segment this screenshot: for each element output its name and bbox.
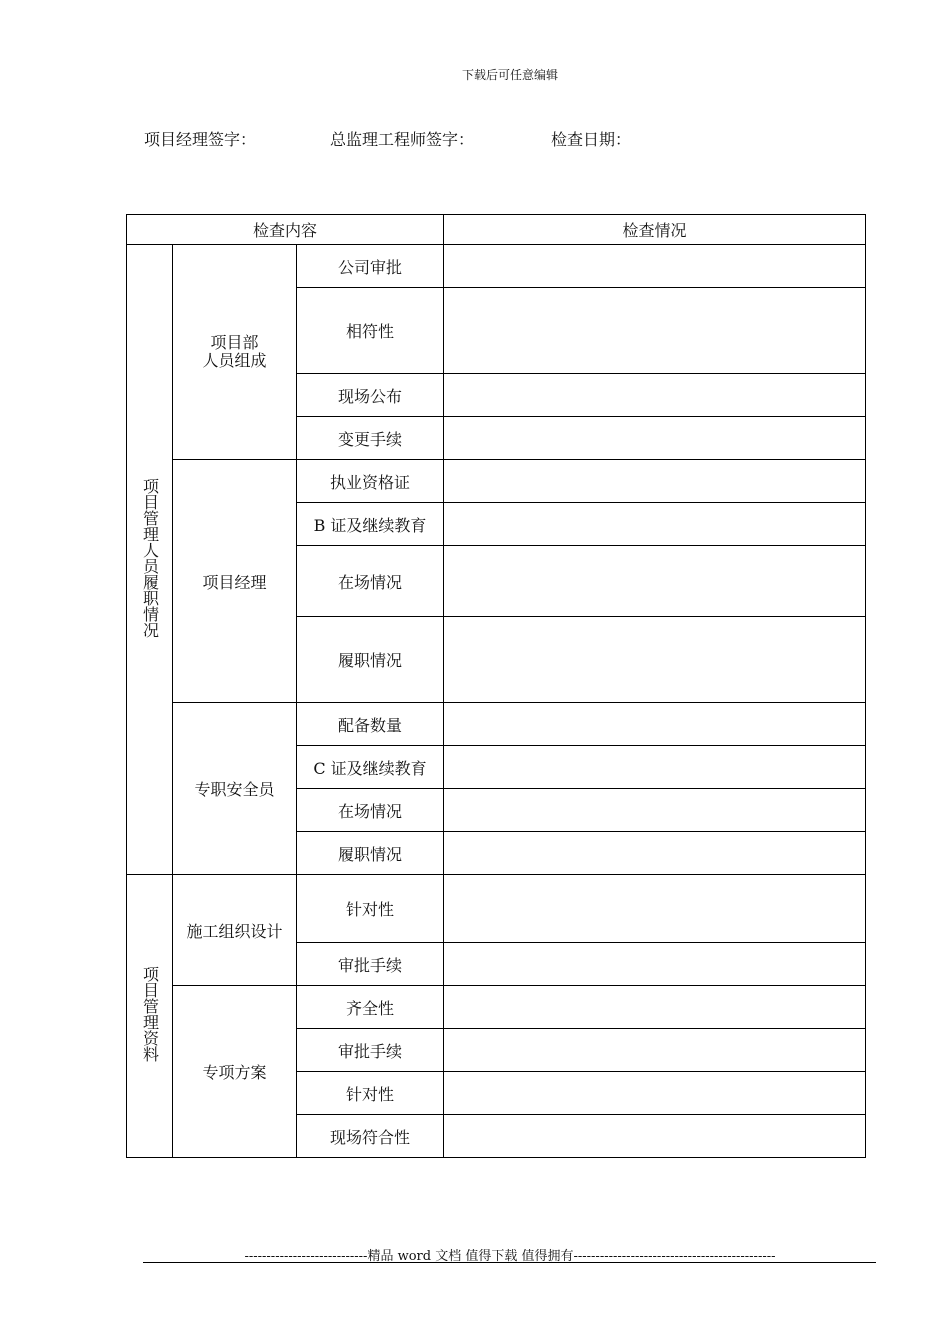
group-label-safety-officer: 专职安全员 bbox=[173, 703, 297, 875]
status-cell[interactable] bbox=[444, 986, 866, 1029]
group-label-project-manager: 项目经理 bbox=[173, 460, 297, 703]
footer-text: ----------------------------精品 word 文档 值得下载 值得拥有---------------------------------------------- bbox=[244, 1249, 776, 1264]
status-cell[interactable] bbox=[444, 789, 866, 832]
item-label: 履职情况 bbox=[297, 832, 444, 875]
item-label: 现场符合性 bbox=[297, 1115, 444, 1158]
check-date-label: 检查日期： bbox=[551, 130, 632, 149]
item-label: 公司审批 bbox=[297, 245, 444, 288]
status-cell[interactable] bbox=[444, 875, 866, 943]
item-label: C 证及继续教育 bbox=[297, 746, 444, 789]
item-label: 在场情况 bbox=[297, 789, 444, 832]
item-label: 履职情况 bbox=[297, 617, 444, 703]
status-cell[interactable] bbox=[444, 374, 866, 417]
footer-divider bbox=[143, 1262, 876, 1263]
item-label: 在场情况 bbox=[297, 546, 444, 617]
pm-signature-label: 项目经理签字： bbox=[144, 130, 257, 149]
table-row bbox=[127, 986, 866, 1029]
section-label-personnel: 项目管理人员履职情况 bbox=[127, 245, 173, 875]
item-label: 配备数量 bbox=[297, 703, 444, 746]
table-row bbox=[127, 245, 866, 288]
item-label: 相符性 bbox=[297, 288, 444, 374]
item-label: 现场公布 bbox=[297, 374, 444, 417]
item-label: 审批手续 bbox=[297, 1029, 444, 1072]
status-cell[interactable] bbox=[444, 503, 866, 546]
item-label: 审批手续 bbox=[297, 943, 444, 986]
status-cell[interactable] bbox=[444, 943, 866, 986]
column-header-status: 检查情况 bbox=[444, 215, 866, 245]
status-cell[interactable] bbox=[444, 417, 866, 460]
item-label: 针对性 bbox=[297, 1072, 444, 1115]
group-label-special-plan: 专项方案 bbox=[173, 986, 297, 1158]
status-cell[interactable] bbox=[444, 832, 866, 875]
table-row bbox=[127, 875, 866, 943]
table-row bbox=[127, 460, 866, 503]
table-row bbox=[127, 703, 866, 746]
status-cell[interactable] bbox=[444, 703, 866, 746]
group-label-dept-composition: 项目部 人员组成 bbox=[173, 245, 297, 460]
inspection-table bbox=[126, 214, 866, 1158]
item-label: B 证及继续教育 bbox=[297, 503, 444, 546]
status-cell[interactable] bbox=[444, 746, 866, 789]
table-header-row bbox=[127, 215, 866, 245]
status-cell[interactable] bbox=[444, 546, 866, 617]
column-header-content: 检查内容 bbox=[127, 215, 444, 245]
status-cell[interactable] bbox=[444, 1115, 866, 1158]
item-label: 针对性 bbox=[297, 875, 444, 943]
section-label-management-docs: 项目管理资料 bbox=[127, 875, 173, 1158]
status-cell[interactable] bbox=[444, 460, 866, 503]
item-label: 齐全性 bbox=[297, 986, 444, 1029]
status-cell[interactable] bbox=[444, 617, 866, 703]
group-label-construction-design: 施工组织设计 bbox=[173, 875, 297, 986]
status-cell[interactable] bbox=[444, 1029, 866, 1072]
status-cell[interactable] bbox=[444, 245, 866, 288]
status-cell[interactable] bbox=[444, 1072, 866, 1115]
item-label: 执业资格证 bbox=[297, 460, 444, 503]
item-label: 变更手续 bbox=[297, 417, 444, 460]
chief-engineer-signature-label: 总监理工程师签字： bbox=[330, 130, 475, 149]
status-cell[interactable] bbox=[444, 288, 866, 374]
header-note: 下载后可任意编辑 bbox=[461, 68, 558, 82]
